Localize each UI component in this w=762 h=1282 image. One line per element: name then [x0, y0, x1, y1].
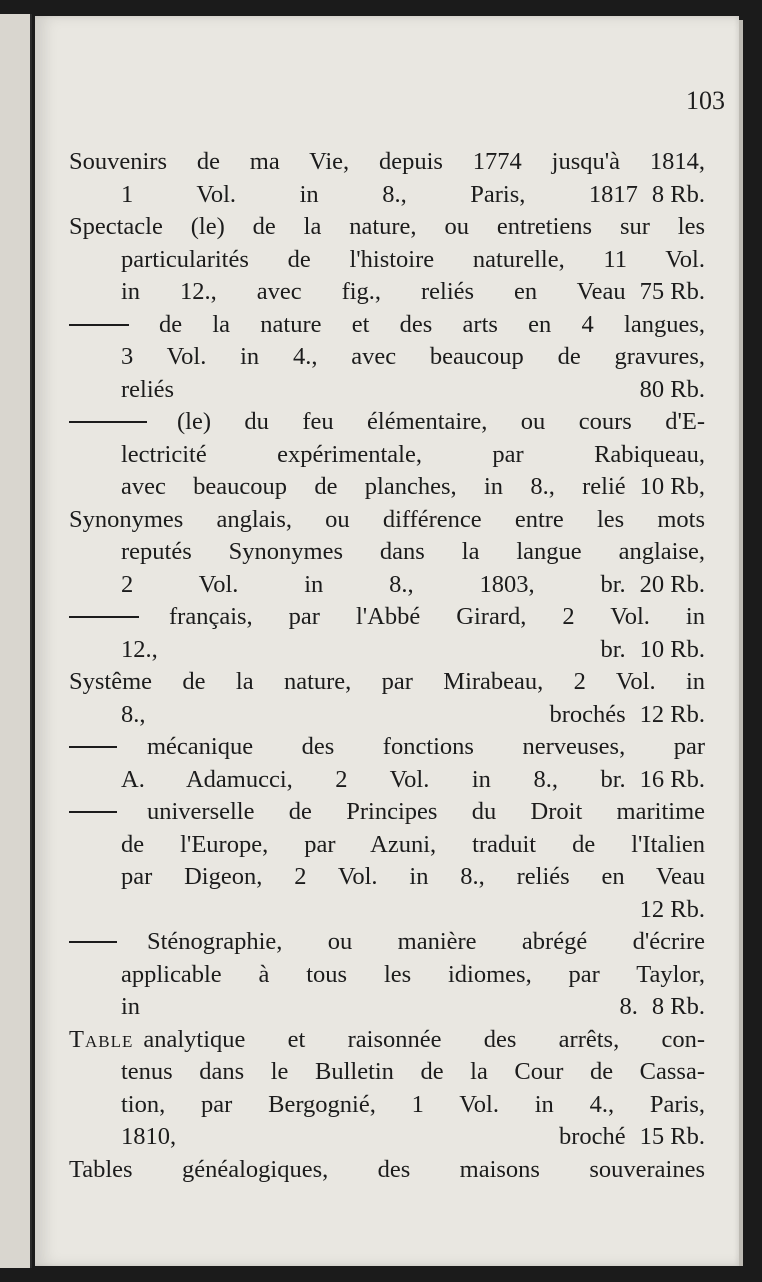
ditto-dash: [69, 421, 147, 423]
ditto-dash: [69, 616, 139, 618]
price: 75 Rb.: [639, 278, 705, 305]
page-edge: [739, 20, 743, 1266]
catalogue-line: [69, 1121, 705, 1154]
ditto-dash: [69, 941, 117, 943]
line-text: Souvenirs de ma Vie, depuis 1774 jusqu'à 1814,: [69, 148, 705, 175]
catalogue-line: [69, 211, 705, 244]
line-text: 3 Vol. in 4., avec beaucoup de gravures,: [121, 343, 705, 370]
price: 12 Rb.: [639, 700, 705, 728]
price: 20 Rb.: [639, 570, 705, 598]
line-text: tion, par Bergognié, 1 Vol. in 4., Paris,: [121, 1090, 705, 1118]
catalogue-line: [69, 634, 705, 667]
line-text: de la nature et des arts en 4 langues,: [159, 310, 705, 338]
catalogue-line: [69, 1089, 705, 1122]
catalogue-line: [69, 731, 705, 764]
catalogue-line: [69, 796, 705, 829]
line-text: 2 Vol. in 8., 1803, br.: [121, 570, 626, 598]
ditto-dash: [69, 324, 129, 326]
catalogue-line: [69, 861, 705, 894]
catalogue-line: [69, 471, 705, 504]
catalogue-line: [69, 1024, 705, 1057]
catalogue-line: [69, 504, 705, 537]
catalogue-line: [69, 1056, 705, 1089]
catalogue-line: [69, 569, 705, 602]
catalogue-line: [69, 764, 705, 797]
price: 8 Rb.: [651, 180, 705, 208]
catalogue-line: [69, 829, 705, 862]
line-text: Spectacle (le) de la nature, ou entretiens sur les: [69, 213, 705, 240]
line-text: tenus dans le Bulletin de la Cour de Cassa-: [121, 1058, 705, 1085]
catalogue-line: [69, 666, 705, 699]
catalogue-line: [69, 1154, 705, 1187]
line-text: par Digeon, 2 Vol. in 8., reliés en Veau: [121, 863, 705, 890]
line-text: 12., br.: [121, 635, 626, 663]
catalogue-line: [69, 146, 705, 179]
line-text: 1 Vol. in 8., Paris, 1817: [121, 180, 638, 208]
line-text: avec beaucoup de planches, in 8., relié: [121, 473, 626, 500]
line-text: particularités de l'histoire naturelle, 11 Vol.: [121, 245, 705, 273]
line-text: Systême de la nature, par Mirabeau, 2 Vol. in: [69, 668, 705, 695]
line-text: Sténographie, ou manière abrégé d'écrire: [147, 928, 705, 955]
catalogue-line: [69, 276, 705, 309]
price: 16 Rb.: [639, 765, 705, 793]
catalogue-line: [69, 406, 705, 439]
ditto-dash: [69, 746, 117, 748]
price: 80 Rb.: [639, 375, 705, 403]
catalogue-line: [69, 309, 705, 342]
line-text: mécanique des fonctions nerveuses, par: [147, 733, 705, 760]
catalogue-line: [69, 991, 705, 1024]
line-text: in 8.: [121, 993, 638, 1020]
catalogue-entries: [69, 146, 705, 1186]
line-text: universelle de Principes du Droit maritime: [147, 798, 705, 825]
catalogue-line: [69, 439, 705, 472]
ditto-dash: [69, 811, 117, 813]
line-text: reputés Synonymes dans la langue anglaise,: [121, 538, 705, 565]
line-text: français, par l'Abbé Girard, 2 Vol. in: [169, 603, 705, 630]
price: 8 Rb.: [651, 993, 705, 1020]
line-text: applicable à tous les idiomes, par Taylor,: [121, 960, 705, 988]
line-text: analytique et raisonnée des arrêts, con-: [143, 1025, 705, 1053]
line-text: in 12., avec fig., reliés en Veau: [121, 278, 626, 305]
catalogue-line: [69, 179, 705, 212]
catalogue-line: [69, 926, 705, 959]
price: 10 Rb.: [639, 635, 705, 663]
price: 10 Rb,: [639, 473, 705, 500]
catalogue-line: [69, 536, 705, 569]
line-text: A. Adamucci, 2 Vol. in 8., br.: [121, 765, 626, 793]
left-page-edge: [0, 14, 32, 1268]
catalogue-line: [69, 959, 705, 992]
page-number: 103: [686, 86, 725, 115]
line-text: lectricité expérimentale, par Rabiqueau,: [121, 440, 705, 468]
line-text: de l'Europe, par Azuni, traduit de l'Italien: [121, 830, 705, 858]
price: 12 Rb.: [639, 895, 705, 923]
line-text: 1810, broché: [121, 1123, 626, 1150]
line-text: (le) du feu élémentaire, ou cours d'E-: [177, 408, 705, 435]
price: 15 Rb.: [639, 1123, 705, 1150]
line-text: reliés: [121, 375, 175, 403]
catalogue-line: [69, 699, 705, 732]
line-text: 8., brochés: [121, 700, 626, 728]
catalogue-line: [69, 894, 705, 927]
catalogue-line: [69, 374, 705, 407]
catalogue-line: [69, 601, 705, 634]
catalogue-line: [69, 244, 705, 277]
catalogue-line: [69, 341, 705, 374]
line-text: Synonymes anglais, ou différence entre les mots: [69, 505, 705, 533]
entry-lead-word: Table: [69, 1025, 134, 1053]
line-text: Tables généalogiques, des maisons souveraines: [69, 1155, 705, 1183]
